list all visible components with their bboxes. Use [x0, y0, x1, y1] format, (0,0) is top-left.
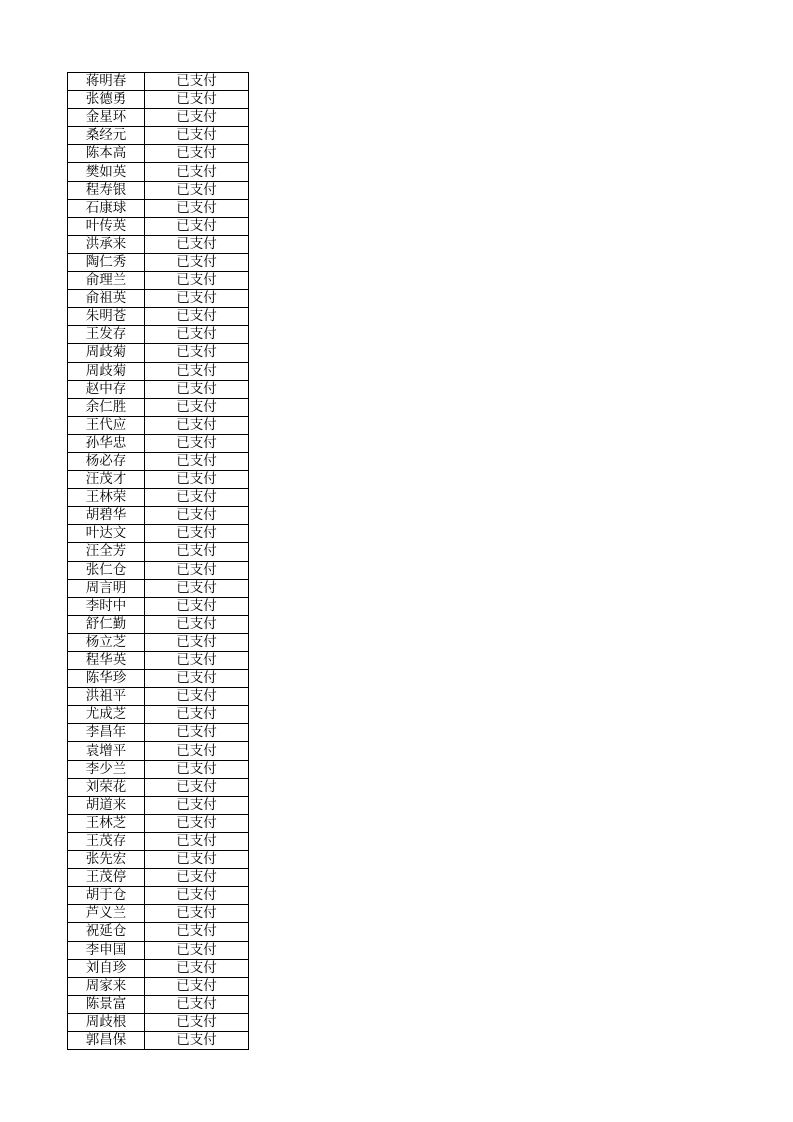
table-row	[68, 272, 249, 290]
table-row	[68, 127, 249, 145]
name-cell: 杨立芝	[68, 633, 145, 651]
payment-status-cell: 已支付	[145, 724, 249, 742]
payment-status-cell: 已支付	[145, 778, 249, 796]
table-row	[68, 814, 249, 832]
payment-status-cell: 已支付	[145, 959, 249, 977]
payment-status-cell: 已支付	[145, 615, 249, 633]
name-cell: 叶传英	[68, 217, 145, 235]
payment-status-cell: 已支付	[145, 109, 249, 127]
name-cell: 王茂存	[68, 832, 145, 850]
payment-status-cell: 已支付	[145, 851, 249, 869]
payment-status-cell: 已支付	[145, 923, 249, 941]
table-row	[68, 724, 249, 742]
payment-status-cell: 已支付	[145, 73, 249, 91]
payment-status-cell: 已支付	[145, 579, 249, 597]
table-row	[68, 1013, 249, 1031]
table-row	[68, 109, 249, 127]
payment-status-cell: 已支付	[145, 814, 249, 832]
table-row	[68, 851, 249, 869]
payment-status-cell: 已支付	[145, 145, 249, 163]
table-row	[68, 742, 249, 760]
payment-status-cell: 已支付	[145, 452, 249, 470]
name-cell: 余仁胜	[68, 398, 145, 416]
name-cell: 蒋明春	[68, 73, 145, 91]
name-cell: 金星环	[68, 109, 145, 127]
name-cell: 桑经元	[68, 127, 145, 145]
name-cell: 周歧菊	[68, 362, 145, 380]
table-row	[68, 380, 249, 398]
table-row	[68, 832, 249, 850]
table-row	[68, 163, 249, 181]
payment-status-cell: 已支付	[145, 217, 249, 235]
table-row	[68, 652, 249, 670]
table-row	[68, 887, 249, 905]
name-cell: 王林荣	[68, 489, 145, 507]
name-cell: 周言明	[68, 579, 145, 597]
name-cell: 俞理兰	[68, 272, 145, 290]
payment-status-cell: 已支付	[145, 380, 249, 398]
name-cell: 袁增平	[68, 742, 145, 760]
table-row	[68, 308, 249, 326]
name-cell: 李昌年	[68, 724, 145, 742]
table-row	[68, 73, 249, 91]
name-cell: 程寿银	[68, 181, 145, 199]
payment-status-cell: 已支付	[145, 543, 249, 561]
name-cell: 周歧根	[68, 1013, 145, 1031]
payment-status-cell: 已支付	[145, 633, 249, 651]
name-cell: 洪祖平	[68, 688, 145, 706]
name-cell: 樊如英	[68, 163, 145, 181]
table-row	[68, 91, 249, 109]
payment-status-cell: 已支付	[145, 235, 249, 253]
table-row	[68, 941, 249, 959]
table-row	[68, 597, 249, 615]
payment-status-cell: 已支付	[145, 163, 249, 181]
payment-status-cell: 已支付	[145, 362, 249, 380]
table-row	[68, 434, 249, 452]
payment-status-cell: 已支付	[145, 561, 249, 579]
payment-status-cell: 已支付	[145, 977, 249, 995]
payment-status-cell: 已支付	[145, 525, 249, 543]
name-cell: 李申国	[68, 941, 145, 959]
name-cell: 王发存	[68, 326, 145, 344]
table-row	[68, 1031, 249, 1049]
payment-status-cell: 已支付	[145, 905, 249, 923]
payment-status-cell: 已支付	[145, 941, 249, 959]
table-row	[68, 326, 249, 344]
name-cell: 洪承来	[68, 235, 145, 253]
table-row	[68, 362, 249, 380]
name-cell: 王茂停	[68, 869, 145, 887]
table-row	[68, 145, 249, 163]
name-cell: 汪全芳	[68, 543, 145, 561]
table-row	[68, 398, 249, 416]
name-cell: 祝延仓	[68, 923, 145, 941]
table-row	[68, 253, 249, 271]
name-cell: 陈景富	[68, 995, 145, 1013]
table-row	[68, 181, 249, 199]
payment-status-cell: 已支付	[145, 326, 249, 344]
name-cell: 刘自珍	[68, 959, 145, 977]
table-row	[68, 959, 249, 977]
payment-status-cell: 已支付	[145, 507, 249, 525]
payment-status-cell: 已支付	[145, 91, 249, 109]
payment-status-cell: 已支付	[145, 670, 249, 688]
name-cell: 汪茂才	[68, 471, 145, 489]
payment-status-cell: 已支付	[145, 760, 249, 778]
name-cell: 石康球	[68, 199, 145, 217]
payment-status-cell: 已支付	[145, 308, 249, 326]
table-row	[68, 290, 249, 308]
table-row	[68, 995, 249, 1013]
name-cell: 郭昌保	[68, 1031, 145, 1049]
payment-status-cell: 已支付	[145, 597, 249, 615]
table-row	[68, 471, 249, 489]
name-cell: 陈本高	[68, 145, 145, 163]
table-row	[68, 796, 249, 814]
name-cell: 陈华珍	[68, 670, 145, 688]
name-cell: 刘荣花	[68, 778, 145, 796]
payment-status-cell: 已支付	[145, 706, 249, 724]
payment-status-cell: 已支付	[145, 652, 249, 670]
name-cell: 朱明苍	[68, 308, 145, 326]
table-body	[68, 73, 249, 1050]
table-row	[68, 923, 249, 941]
payment-status-cell: 已支付	[145, 398, 249, 416]
table-row	[68, 688, 249, 706]
payment-status-cell: 已支付	[145, 1013, 249, 1031]
payment-status-cell: 已支付	[145, 796, 249, 814]
payment-status-cell: 已支付	[145, 434, 249, 452]
table-row	[68, 778, 249, 796]
table-row	[68, 235, 249, 253]
table-row	[68, 905, 249, 923]
table-row	[68, 561, 249, 579]
payment-status-cell: 已支付	[145, 290, 249, 308]
name-cell: 孙华忠	[68, 434, 145, 452]
payment-status-cell: 已支付	[145, 471, 249, 489]
payment-status-cell: 已支付	[145, 489, 249, 507]
table-row	[68, 452, 249, 470]
payment-status-cell: 已支付	[145, 127, 249, 145]
name-cell: 舒仁勤	[68, 615, 145, 633]
table-row	[68, 543, 249, 561]
table-row	[68, 489, 249, 507]
table-row	[68, 507, 249, 525]
payment-status-cell: 已支付	[145, 272, 249, 290]
name-cell: 赵中存	[68, 380, 145, 398]
name-cell: 陶仁秀	[68, 253, 145, 271]
payment-status-cell: 已支付	[145, 1031, 249, 1049]
payment-status-cell: 已支付	[145, 688, 249, 706]
name-cell: 周家来	[68, 977, 145, 995]
table-row	[68, 706, 249, 724]
name-cell: 程华英	[68, 652, 145, 670]
payment-status-cell: 已支付	[145, 832, 249, 850]
payment-status-cell: 已支付	[145, 344, 249, 362]
payment-status-cell: 已支付	[145, 869, 249, 887]
payment-status-cell: 已支付	[145, 253, 249, 271]
payment-status-cell: 已支付	[145, 995, 249, 1013]
name-cell: 芦义兰	[68, 905, 145, 923]
name-cell: 叶达文	[68, 525, 145, 543]
name-cell: 胡于仓	[68, 887, 145, 905]
name-cell: 周歧菊	[68, 344, 145, 362]
payment-status-cell: 已支付	[145, 887, 249, 905]
name-cell: 李少兰	[68, 760, 145, 778]
payment-status-cell: 已支付	[145, 181, 249, 199]
table-row	[68, 633, 249, 651]
payment-status-table	[67, 72, 249, 1050]
table-row	[68, 869, 249, 887]
payment-status-cell: 已支付	[145, 742, 249, 760]
payment-status-cell: 已支付	[145, 416, 249, 434]
table-row	[68, 615, 249, 633]
table-row	[68, 525, 249, 543]
table-row	[68, 217, 249, 235]
name-cell: 王林芝	[68, 814, 145, 832]
table-row	[68, 416, 249, 434]
table-row	[68, 579, 249, 597]
table-row	[68, 760, 249, 778]
name-cell: 俞祖英	[68, 290, 145, 308]
name-cell: 李时中	[68, 597, 145, 615]
name-cell: 王代应	[68, 416, 145, 434]
name-cell: 胡道来	[68, 796, 145, 814]
name-cell: 张仁仓	[68, 561, 145, 579]
name-cell: 尤成芝	[68, 706, 145, 724]
table-row	[68, 977, 249, 995]
table-row	[68, 670, 249, 688]
name-cell: 胡碧华	[68, 507, 145, 525]
payment-status-cell: 已支付	[145, 199, 249, 217]
table-row	[68, 199, 249, 217]
name-cell: 杨必存	[68, 452, 145, 470]
table-row	[68, 344, 249, 362]
name-cell: 张先宏	[68, 851, 145, 869]
name-cell: 张德勇	[68, 91, 145, 109]
